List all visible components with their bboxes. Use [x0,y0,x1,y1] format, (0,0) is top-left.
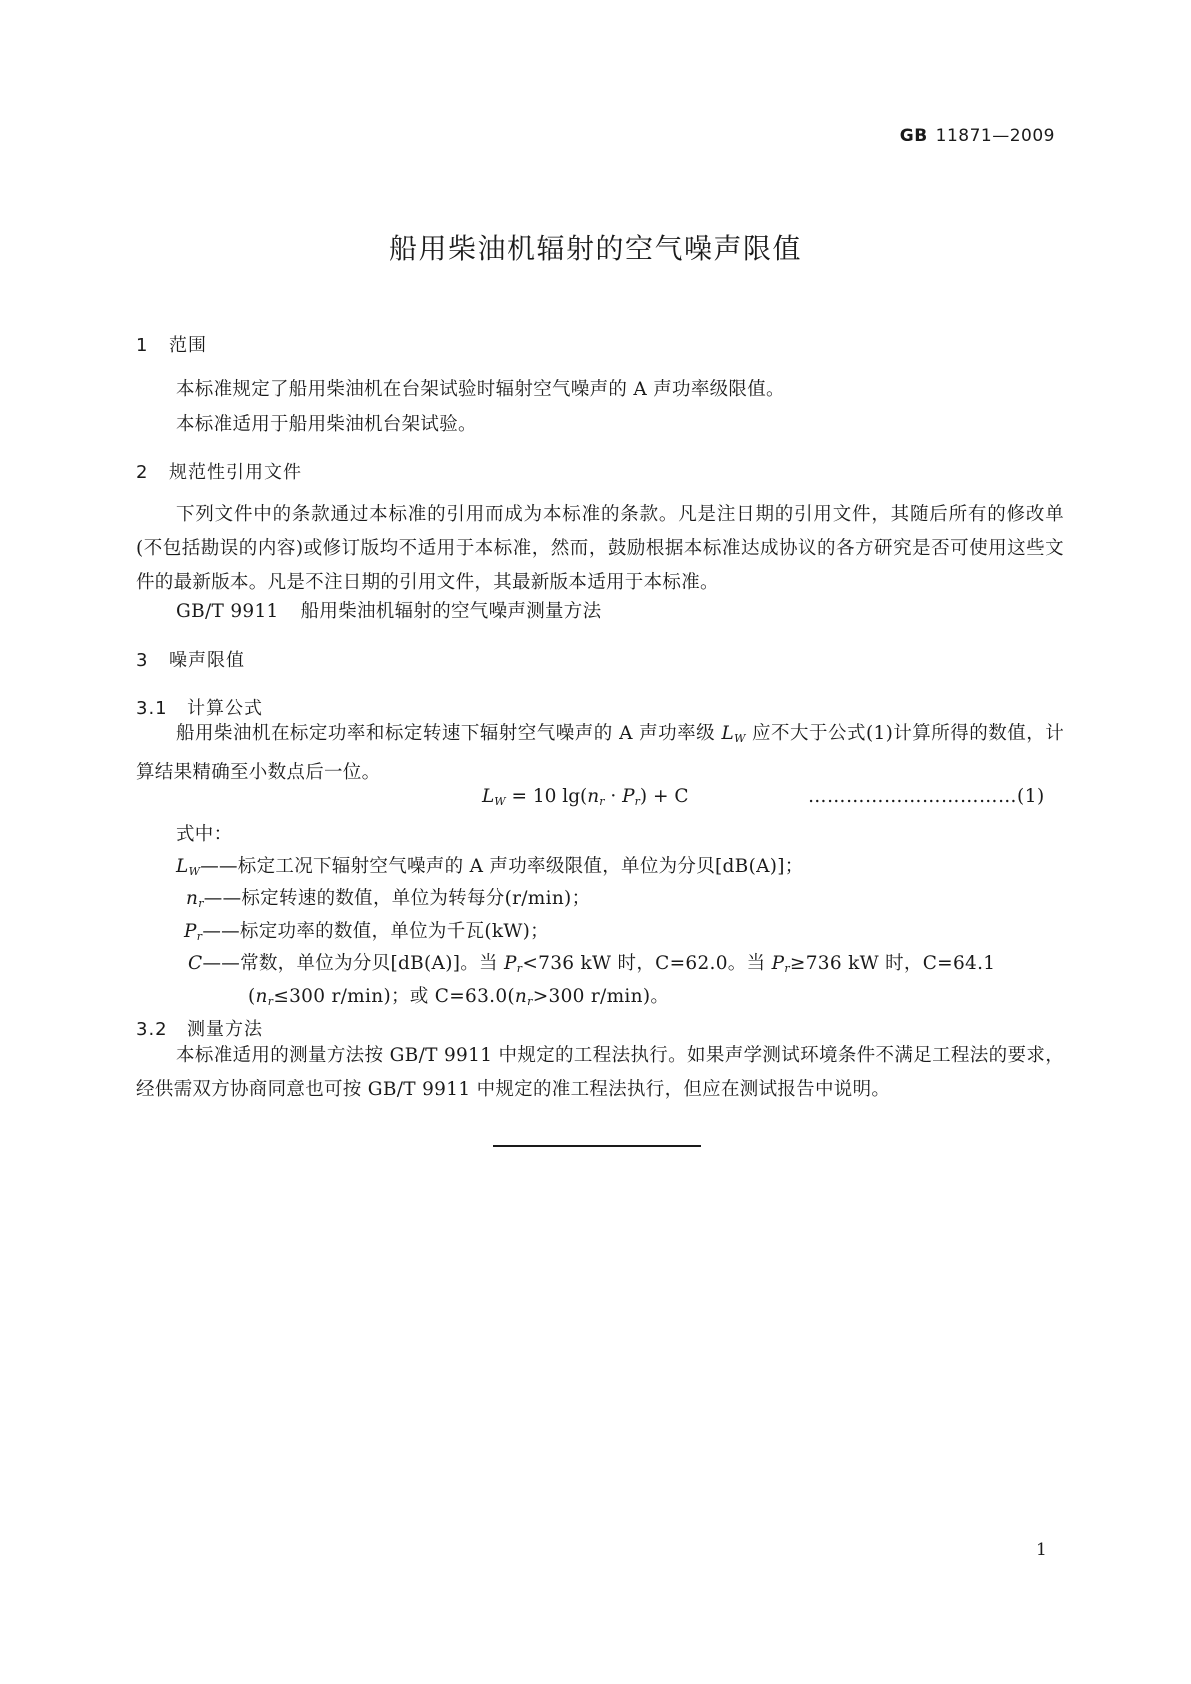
section-title: 测量方法 [187,1019,263,1040]
section-number: 2 [136,462,149,483]
reference-title: 船用柴油机辐射的空气噪声测量方法 [300,601,602,622]
standard-number [900,126,1055,146]
symbol-nr: $n_r$ [186,888,204,910]
page-title: 船用柴油机辐射的空气噪声限值 [388,232,802,265]
definition-text: ——标定功率的数值，单位为千瓦(kW)； [202,921,549,942]
formula-1 [482,786,688,808]
formula-lw: $L_W$ [482,786,506,808]
section-1-paragraph-1: 本标准规定了船用柴油机在台架试验时辐射空气噪声的 A 声功率级限值。 [176,379,785,400]
section-3-2-heading [136,1015,263,1041]
formula-dot: · [604,786,623,807]
definition-lw [176,852,804,878]
end-rule [493,1145,701,1147]
leader-dots: …………………………… [808,786,1017,807]
open-paren: ( [248,986,256,1007]
symbol-lw: $L_W$ [176,856,201,878]
definition-text-a: ——常数，单位为分贝[dB(A)]。当 [202,953,505,974]
formula-part: = 10 lg( [505,786,588,807]
section-title: 计算公式 [187,698,263,719]
symbol-c: C [188,953,203,974]
section-3-1-paragraph [136,717,1064,790]
page-number: 1 [1036,1540,1047,1560]
paragraph-text-a: 船用柴油机在标定功率和标定转速下辐射空气噪声的 A 声功率级 [176,723,722,744]
formula-pr: $P_r$ [622,786,640,808]
section-number: 1 [136,335,149,356]
section-2-heading [136,458,302,484]
section-title: 规范性引用文件 [169,462,302,483]
definition-c [188,949,995,975]
standard-code: 11871—2009 [935,126,1055,146]
section-title: 范围 [169,335,207,356]
section-2-paragraph-1: 下列文件中的条款通过本标准的引用而成为本标准的条款。凡是注日期的引用文件，其随后所有的修改单(不包括勘误的内容)或修订版均不适用于本标准，然而，鼓励根据本标准达成协议的各方研究是否可使用这些文件的最新版本。凡是不注日期的引用文件，其最新版本适用于本标准。 [136,504,1064,593]
symbol-nr: $n_r$ [514,986,533,1008]
definition-pr [184,917,549,943]
definition-text-e: >300 r/min)。 [532,986,670,1007]
definition-text-d: ≤300 r/min)；或 C=63.0( [273,986,515,1007]
section-3-heading [136,646,245,672]
section-1-heading [136,331,207,357]
paragraph-text-b: 应不大于公式(1)计算所得的数值，计算结果精确至小数点后一位。 [136,723,1064,783]
section-3-2-paragraph: 本标准适用的测量方法按 GB/T 9911 中规定的工程法执行。如果声学测试环境条件不满足工程法的要求，经供需双方协商同意也可按 GB/T 9911 中规定的准工程法执行，但应在测试报告中说明。 [136,1045,1064,1100]
definition-nr [186,884,590,910]
symbol-nr: $n_r$ [255,986,274,1008]
section-1-paragraph-2: 本标准适用于船用柴油机台架试验。 [176,414,477,435]
symbol-pr: $P_r$ [184,921,203,943]
definition-c-continued [248,982,669,1008]
formula-nr: $n_r$ [587,786,605,808]
section-number: 3.1 [136,698,168,719]
definition-text-c: ≥736 kW 时，C=64.1 [789,953,996,974]
standard-prefix: GB [899,126,928,146]
symbol-lw: $L_W$ [721,723,746,745]
reference-code: GB/T 9911 [176,601,279,622]
where-label: 式中： [176,824,233,845]
normative-reference [176,597,601,623]
equation-label: (1) [1017,786,1045,807]
section-number: 3 [136,650,149,671]
definition-text: ——标定转速的数值，单位为转每分(r/min)； [203,888,591,909]
symbol-pr: $P_r$ [771,953,790,975]
definition-text-b: <736 kW 时，C=62.0。当 [522,953,772,974]
formula-tail: ) + C [639,786,689,807]
section-title: 噪声限值 [169,650,245,671]
equation-number [808,786,1045,807]
section-number: 3.2 [136,1019,168,1040]
symbol-pr: $P_r$ [504,953,523,975]
definition-text: ——标定工况下辐射空气噪声的 A 声功率级限值，单位为分贝[dB(A)]； [200,856,804,877]
